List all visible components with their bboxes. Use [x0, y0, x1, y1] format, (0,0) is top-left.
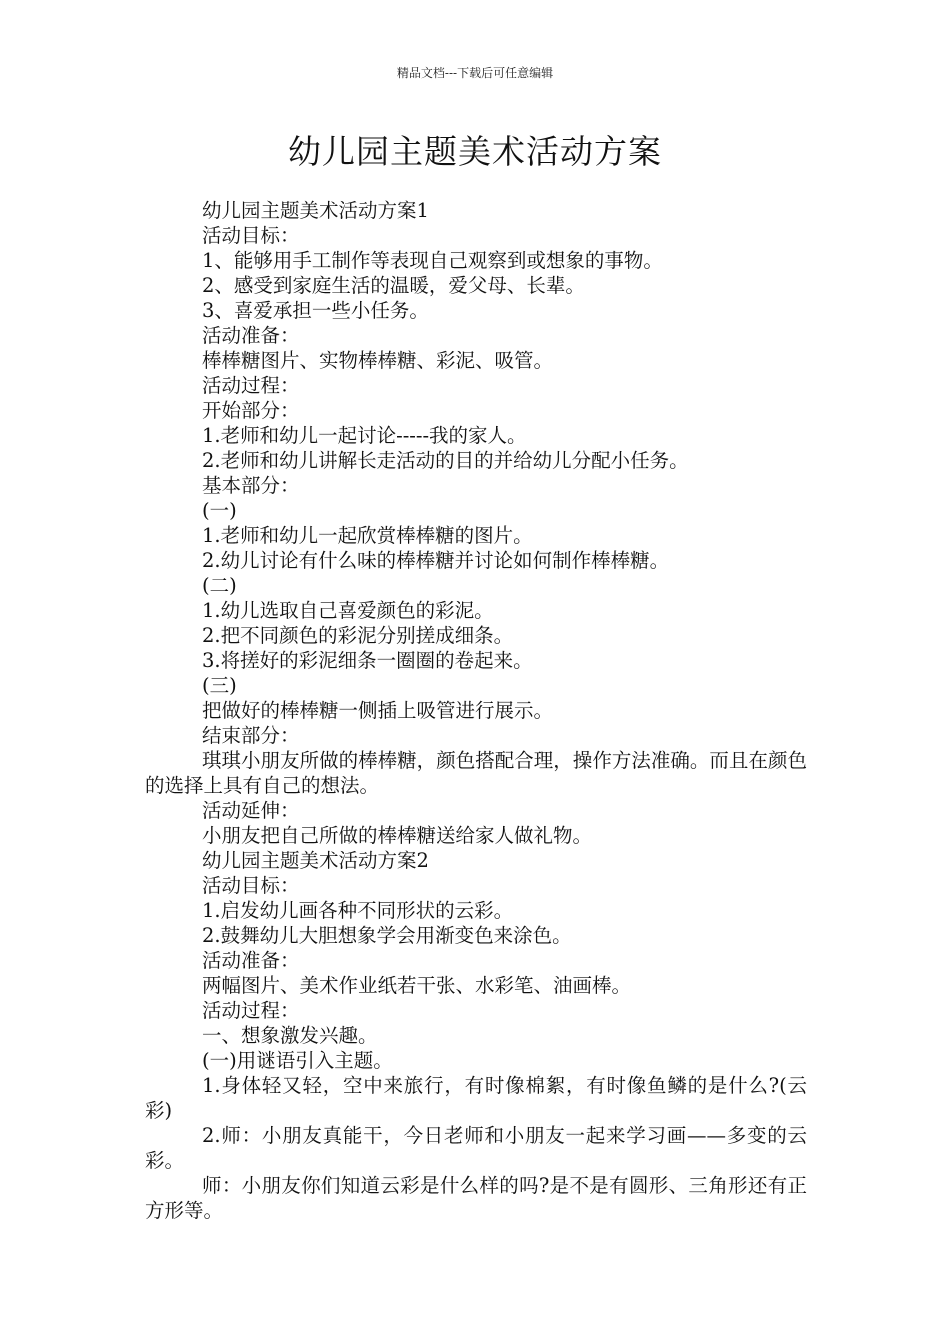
paragraph: (三)	[202, 674, 237, 697]
paragraph: 活动过程：	[202, 374, 300, 397]
paragraph: 1.身体轻又轻，空中来旅行，有时像棉絮，有时像鱼鳞的是什么?(云彩)	[145, 1074, 807, 1122]
paragraph: 活动目标：	[202, 874, 300, 897]
paragraph: 棒棒糖图片、实物棒棒糖、彩泥、吸管。	[202, 349, 554, 372]
paragraph: 1.老师和幼儿一起讨论-----我的家人。	[202, 424, 527, 447]
paragraph: 2、感受到家庭生活的温暖，爱父母、长辈。	[202, 274, 585, 297]
paragraph: 活动延伸：	[202, 799, 300, 822]
paragraph: 1.老师和幼儿一起欣赏棒棒糖的图片。	[202, 524, 533, 547]
paragraph: 开始部分：	[202, 399, 300, 422]
paragraph: 幼儿园主题美术活动方案2	[202, 849, 429, 872]
paragraph: (一)	[202, 499, 237, 522]
paragraph: 两幅图片、美术作业纸若干张、水彩笔、油画棒。	[202, 974, 632, 997]
paragraph: 3、喜爱承担一些小任务。	[202, 299, 429, 322]
paragraph: (二)	[202, 574, 237, 597]
paragraph: 2.把不同颜色的彩泥分别搓成细条。	[202, 624, 514, 647]
paragraph: 活动准备：	[202, 949, 300, 972]
paragraph: 1.启发幼儿画各种不同形状的云彩。	[202, 899, 514, 922]
paragraph: 1、能够用手工制作等表现自己观察到或想象的事物。	[202, 249, 663, 272]
paragraph: 活动目标：	[202, 224, 300, 247]
paragraph: 活动准备：	[202, 324, 300, 347]
paragraph: 1.幼儿选取自己喜爱颜色的彩泥。	[202, 599, 494, 622]
document-title: 幼儿园主题美术活动方案	[288, 132, 662, 171]
paragraph: 琪琪小朋友所做的棒棒糖，颜色搭配合理，操作方法准确。而且在颜色的选择上具有自己的想法。	[145, 749, 807, 797]
paragraph: 小朋友把自己所做的棒棒糖送给家人做礼物。	[202, 824, 593, 847]
paragraph: 结束部分：	[202, 724, 300, 747]
paragraph: 2.幼儿讨论有什么味的棒棒糖并讨论如何制作棒棒糖。	[202, 549, 670, 572]
paragraph: 幼儿园主题美术活动方案1	[202, 199, 429, 222]
header-note: 精品文档---下载后可任意编辑	[396, 66, 554, 80]
paragraph: 师：小朋友你们知道云彩是什么样的吗?是不是有圆形、三角形还有正方形等。	[145, 1174, 807, 1222]
paragraph: 一、想象激发兴趣。	[202, 1024, 378, 1047]
paragraph: 把做好的棒棒糖一侧插上吸管进行展示。	[202, 699, 554, 722]
paragraph: 基本部分：	[202, 474, 300, 497]
paragraph: 2.老师和幼儿讲解长走活动的目的并给幼儿分配小任务。	[202, 449, 689, 472]
paragraph: 3.将搓好的彩泥细条一圈圈的卷起来。	[202, 649, 533, 672]
paragraph: 2.师：小朋友真能干，今日老师和小朋友一起来学习画——多变的云彩。	[145, 1124, 807, 1172]
paragraph: (一)用谜语引入主题。	[202, 1049, 393, 1072]
paragraph: 活动过程：	[202, 999, 300, 1022]
document-body	[145, 198, 807, 1223]
paragraph: 2.鼓舞幼儿大胆想象学会用渐变色来涂色。	[202, 924, 572, 947]
